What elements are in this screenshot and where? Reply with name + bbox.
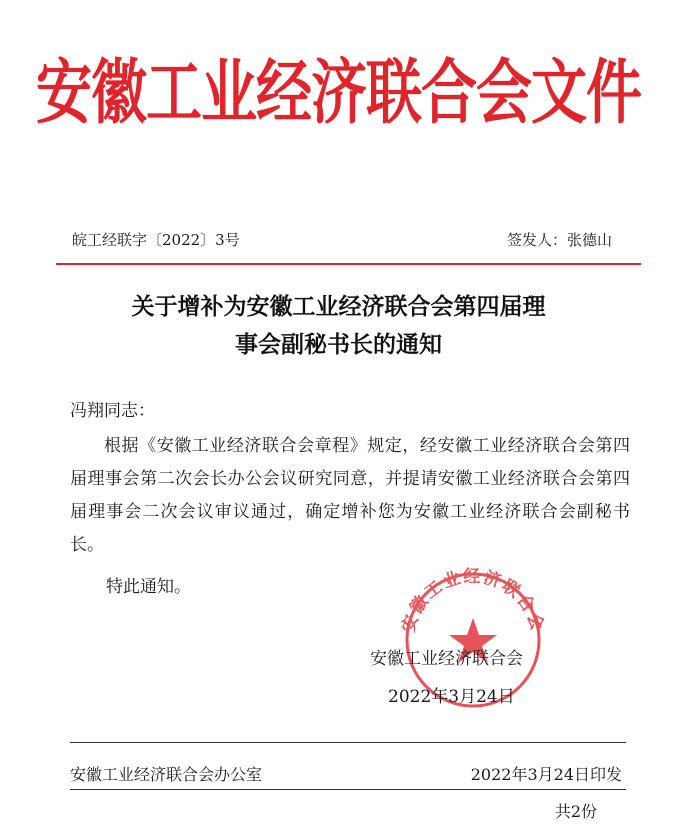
notice-title-line2: 事会副秘书长的通知 [235, 332, 442, 358]
document-masthead: 安徽工业经济联合会文件 [36, 52, 641, 134]
footer-rule-bottom [70, 789, 626, 790]
footer-office: 安徽工业经济联合会办公室 [70, 765, 263, 784]
red-divider [56, 263, 641, 265]
signature-date: 2022年3月24日 [388, 687, 515, 707]
copies-count: 共2份 [554, 802, 597, 821]
seal-text: 安徽工业经济联合会 [398, 567, 548, 635]
notice-title [40, 288, 637, 364]
signature-organization: 安徽工业经济联合会 [370, 649, 523, 669]
document-number: 皖工经联字〔2022〕3号 [72, 231, 240, 249]
notice-body: 根据《安徽工业经济联合会章程》规定，经安徽工业经济联合会第四届理事会第二次会长办公会议研究同意，并提请安徽工业经济联合会第四届理事会二次会议审议通过，确定增补您为安徽工业经济联合会副秘书长。 [70, 436, 630, 555]
signer: 签发人：张德山 [506, 231, 612, 249]
notice-title-line1: 关于增补为安徽工业经济联合会第四届理 [131, 294, 546, 320]
footer-print-date: 2022年3月24日印发 [470, 765, 622, 784]
salutation: 冯翔同志： [70, 401, 155, 421]
footer-rule-top [70, 742, 626, 743]
closing-phrase: 特此通知。 [106, 577, 191, 597]
